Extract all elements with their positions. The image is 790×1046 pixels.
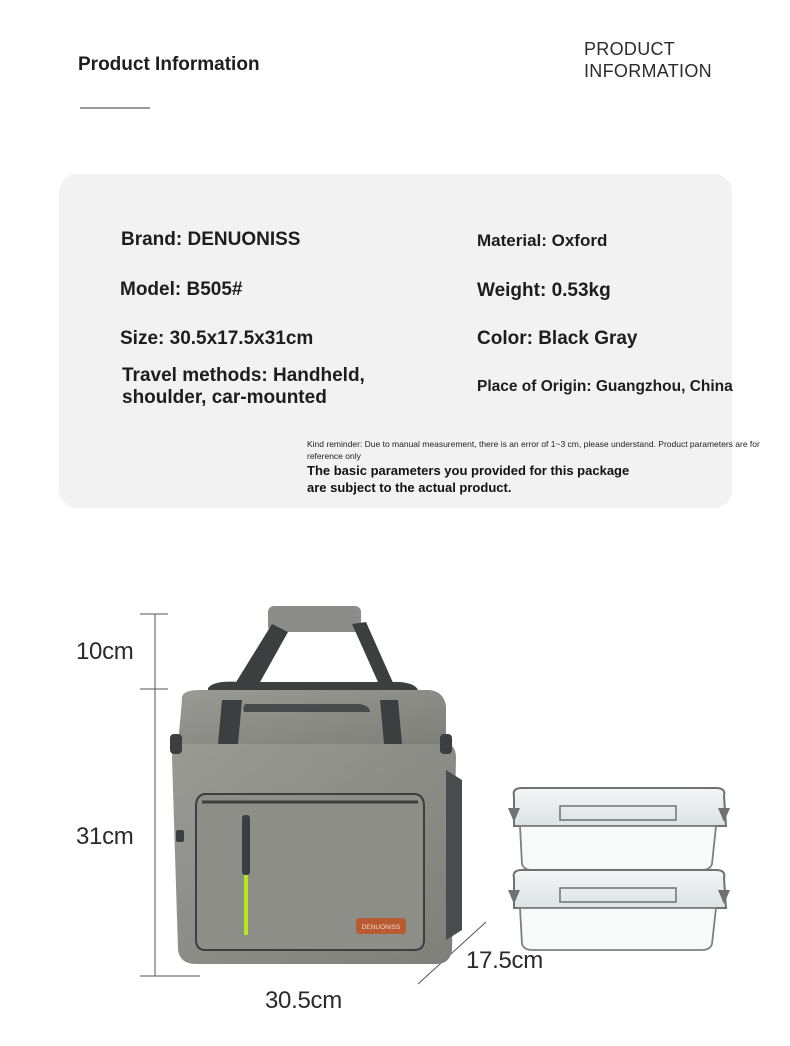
spec-size: Size: 30.5x17.5x31cm	[120, 328, 314, 349]
container-body-top	[520, 826, 716, 870]
brand-logo-text: DENUONISS	[361, 924, 401, 931]
title-underline	[80, 107, 150, 109]
spec-weight: Weight: 0.53kg	[477, 280, 611, 301]
spec-material: Material: Oxford	[477, 231, 608, 250]
title-en-line-1: PRODUCT	[584, 39, 676, 59]
glass-container-icon-bottom	[508, 870, 730, 950]
title-en-line-2: INFORMATION	[584, 61, 712, 81]
spec-origin: Place of Origin: Guangzhou, China	[477, 378, 733, 395]
bag-lid	[178, 690, 446, 744]
product-illustration	[0, 540, 790, 1046]
glass-container-icon-top	[508, 788, 730, 870]
dimension-width: 30.5cm	[265, 987, 342, 1014]
spec-brand: Brand: DENUONISS	[121, 229, 301, 250]
section-title: Product Information	[78, 54, 260, 75]
kind-reminder: Kind reminder: Due to manual measurement, there is an error of 1~3 cm, please understand. Product parameters are for reference only	[307, 439, 760, 461]
bag-handle-top	[268, 606, 361, 632]
dimension-depth: 17.5cm	[466, 947, 543, 974]
basic-parameters-note: The basic parameters you provided for this package are subject to the actual product.	[307, 463, 630, 495]
bag-icon	[170, 606, 462, 964]
container-body-bottom	[520, 908, 716, 950]
bag-side-pocket	[446, 770, 462, 940]
section-title-english	[584, 38, 712, 82]
dimension-bag-height: 31cm	[76, 823, 134, 850]
dimension-handle-height: 10cm	[76, 638, 134, 665]
spec-model: Model: B505#	[120, 279, 243, 300]
zipper-pull	[242, 815, 250, 875]
spec-travel-methods: Travel methods: Handheld, shoulder, car-mounted	[122, 365, 365, 408]
spec-color: Color: Black Gray	[477, 328, 638, 349]
